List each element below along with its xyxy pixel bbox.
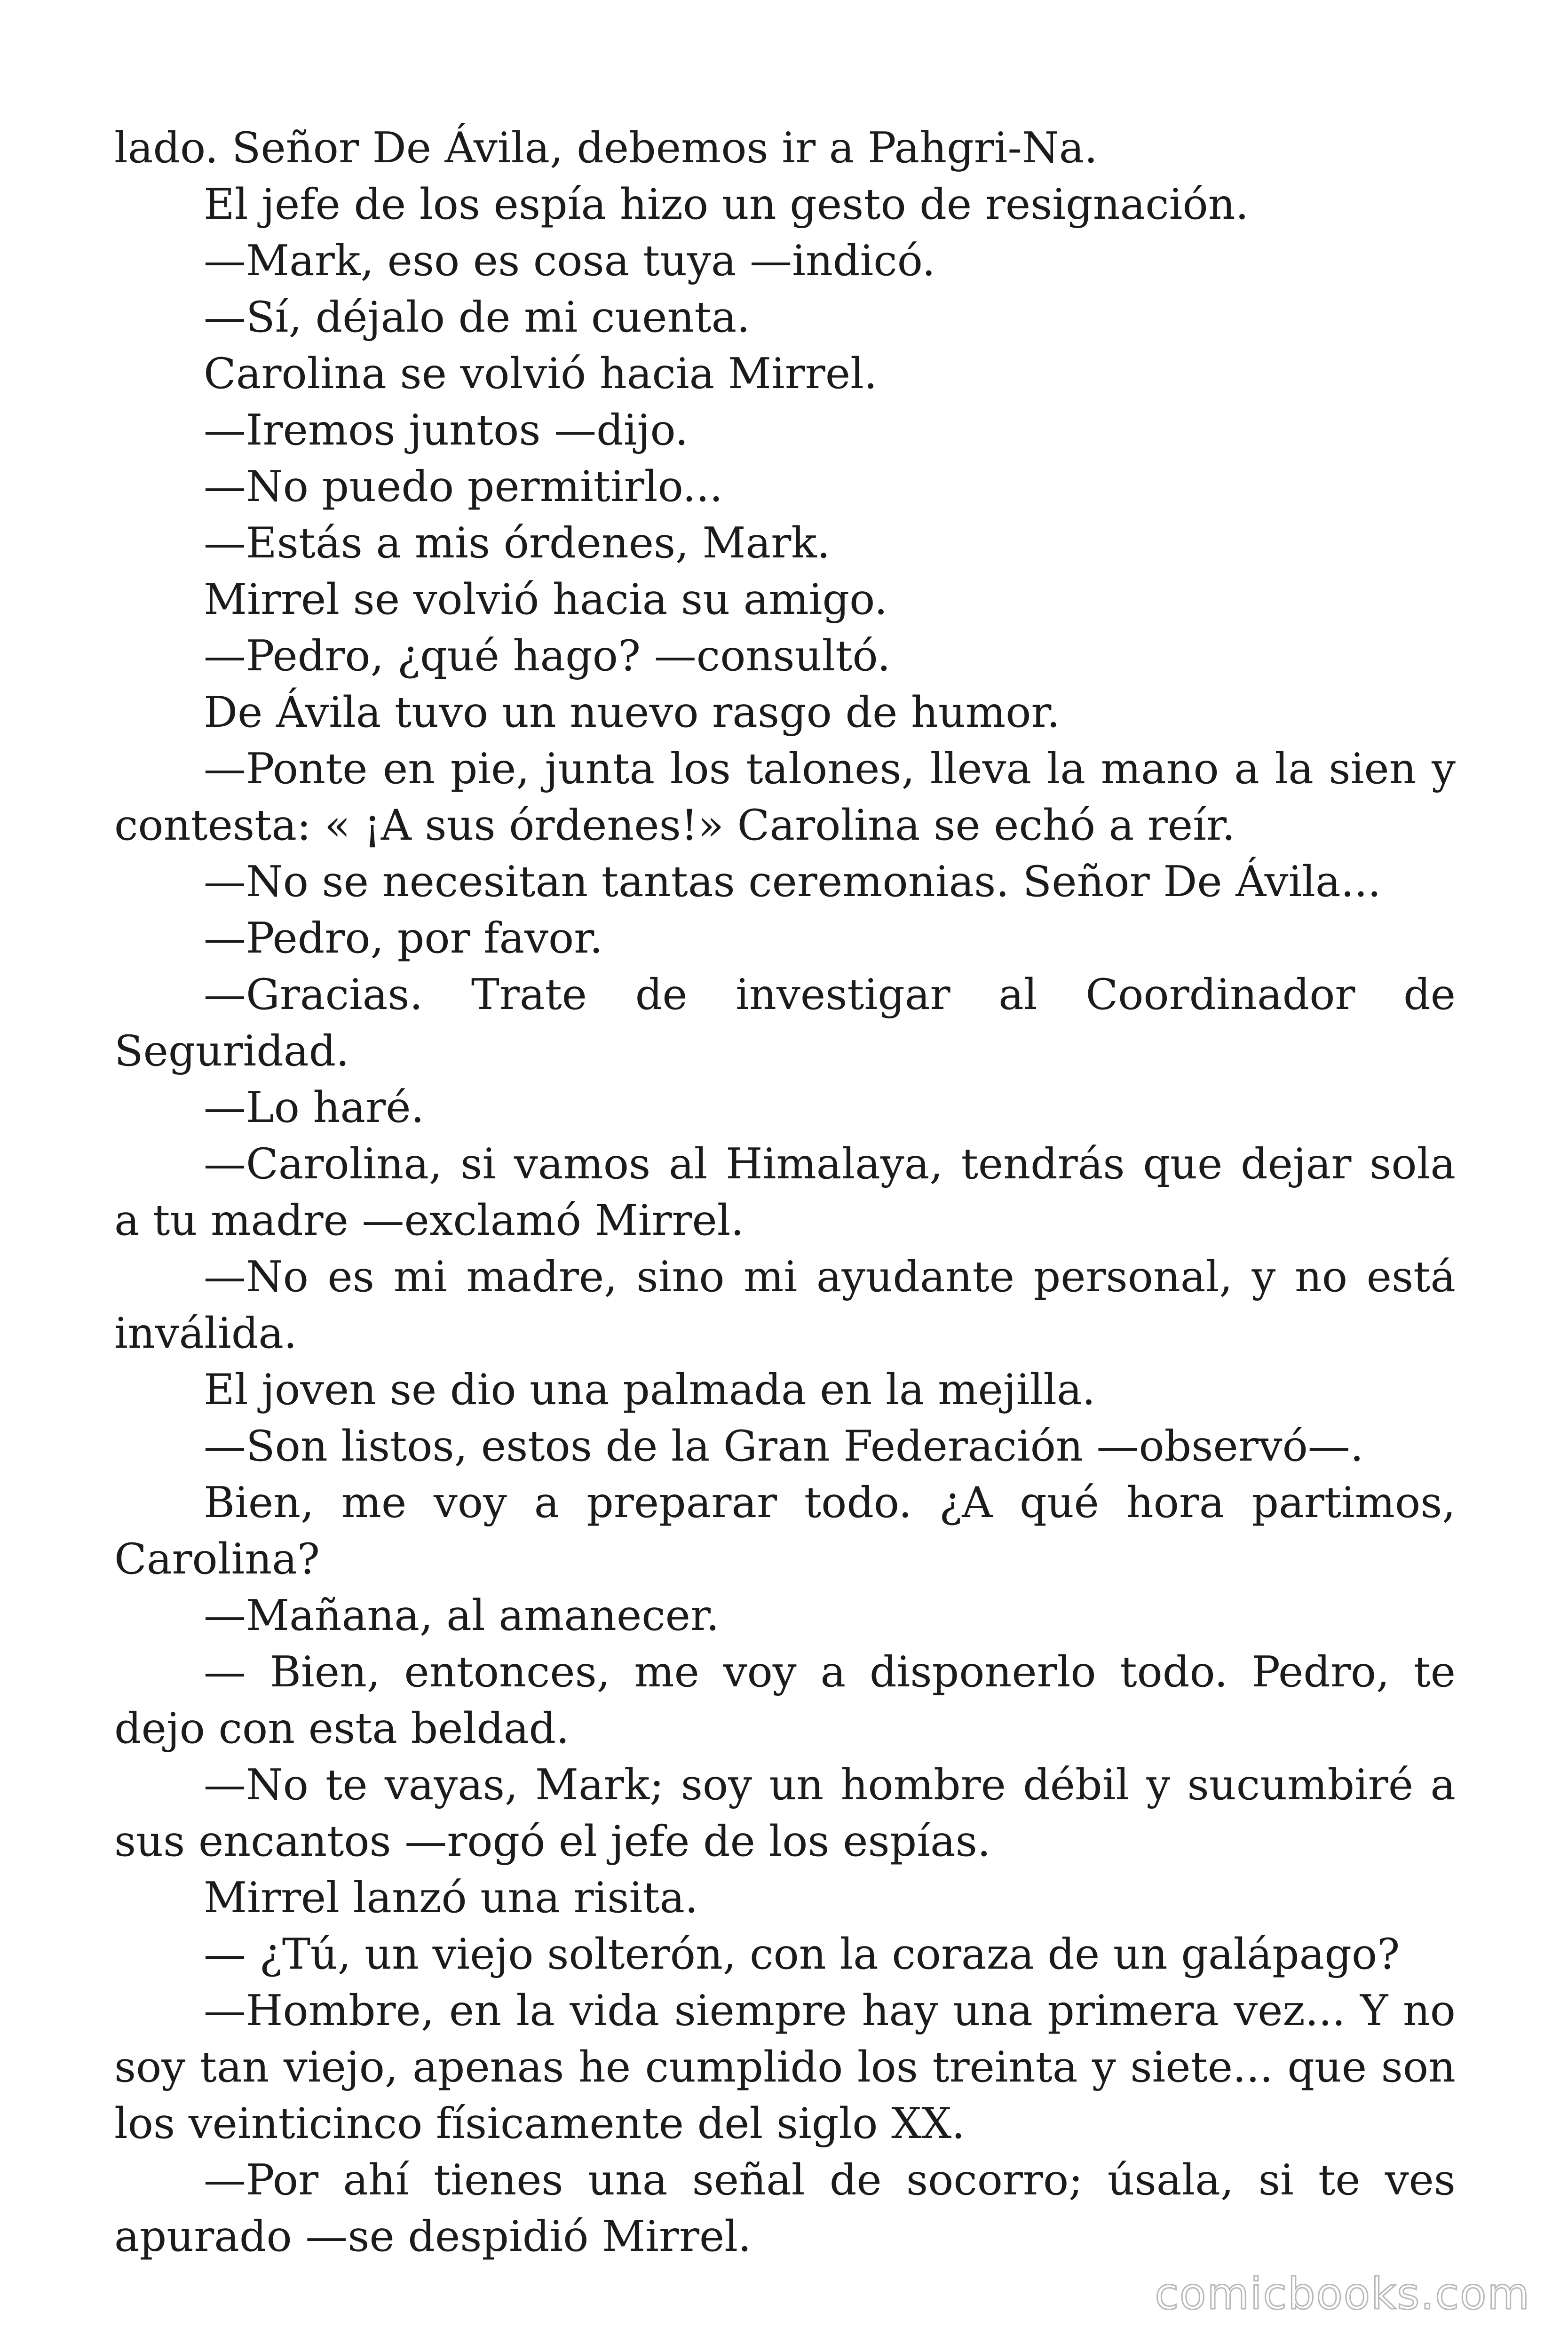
paragraph: —Lo haré. (204, 1083, 425, 1132)
paragraph: —Gracias. Trate de investigar al Coordinador de Seguridad. (114, 970, 1456, 1076)
paragraph: —Mañana, al amanecer. (204, 1591, 720, 1640)
paragraph: —No puedo permitirlo... (204, 462, 723, 511)
paragraph: Mirrel se volvió hacia su amigo. (204, 575, 888, 624)
paragraph: Carolina se volvió hacia Mirrel. (204, 349, 878, 398)
paragraph: Mirrel lanzó una risita. (204, 1873, 698, 1923)
paragraph: —Carolina, si vamos al Himalaya, tendrás que dejar sola a tu madre —exclamó Mirrel. (114, 1139, 1456, 1245)
paragraph: —No se necesitan tantas ceremonias. Señor De Ávila... (204, 857, 1381, 906)
paragraph: lado. Señor De Ávila, debemos ir a Pahgri-Na. (114, 123, 1098, 173)
watermark: comicbooks.com (1155, 2269, 1530, 2319)
paragraph: —Sí, déjalo de mi cuenta. (204, 293, 750, 342)
paragraph: —Son listos, estos de la Gran Federación —observó—. (204, 1422, 1364, 1471)
paragraph: El joven se dio una palmada en la mejilla. (204, 1365, 1096, 1414)
paragraph: — Bien, entonces, me voy a disponerlo todo. Pedro, te dejo con esta beldad. (114, 1647, 1456, 1753)
paragraph: —Iremos juntos —dijo. (204, 405, 689, 455)
paragraph: De Ávila tuvo un nuevo rasgo de humor. (204, 688, 1061, 737)
paragraph: — ¿Tú, un viejo solterón, con la coraza de un galápago? (204, 1930, 1400, 1979)
paragraph: —Estás a mis órdenes, Mark. (204, 518, 831, 568)
book-page-text (114, 120, 1456, 2265)
paragraph: —Hombre, en la vida siempre hay una primera vez... Y no soy tan viejo, apenas he cumplido los treinta y siete... que son los veinticinco físicamente del siglo XX. (114, 1986, 1456, 2148)
paragraph: El jefe de los espía hizo un gesto de resignación. (204, 180, 1249, 229)
paragraph: —Por ahí tienes una señal de socorro; úsala, si te ves apurado —se despidió Mirrel. (114, 2155, 1456, 2261)
paragraph: —Pedro, ¿qué hago? —consultó. (204, 631, 891, 681)
paragraph: —Ponte en pie, junta los talones, lleva la mano a la sien y contesta: « ¡A sus órdenes!» Carolina se echó a reír. (114, 744, 1456, 850)
paragraph: —No es mi madre, sino mi ayudante personal, y no está inválida. (114, 1252, 1456, 1358)
paragraph: —No te vayas, Mark; soy un hombre débil y sucumbiré a sus encantos —rogó el jefe de los espías. (114, 1760, 1456, 1866)
paragraph: —Pedro, por favor. (204, 914, 603, 963)
paragraph: —Mark, eso es cosa tuya —indicó. (204, 236, 935, 286)
paragraph: Bien, me voy a preparar todo. ¿A qué hora partimos, Carolina? (114, 1478, 1456, 1584)
